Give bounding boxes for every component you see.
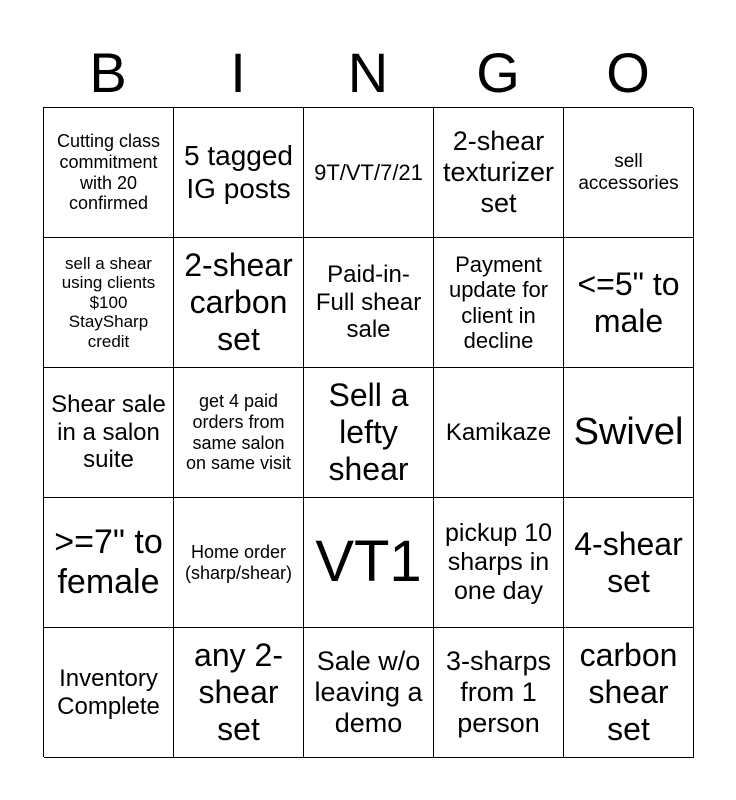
cell-text: Kamikaze bbox=[445, 418, 552, 446]
cell-text: 5 tagged IG posts bbox=[184, 140, 293, 204]
bingo-board bbox=[43, 107, 693, 757]
bingo-cell[interactable] bbox=[174, 498, 304, 628]
bingo-cell[interactable] bbox=[304, 498, 434, 628]
bingo-cell[interactable] bbox=[304, 238, 434, 368]
bingo-cell[interactable] bbox=[174, 368, 304, 498]
bingo-cell[interactable] bbox=[174, 108, 304, 238]
cell-text: Inventory Complete bbox=[57, 664, 160, 720]
bingo-cell[interactable] bbox=[434, 498, 564, 628]
cell-text: 2-shear carbon set bbox=[184, 247, 293, 357]
bingo-cell[interactable] bbox=[44, 368, 174, 498]
cell-text: Sale w/o leaving a demo bbox=[314, 645, 423, 739]
bingo-cell[interactable] bbox=[434, 238, 564, 368]
bingo-cell[interactable] bbox=[304, 628, 434, 758]
bingo-cell[interactable] bbox=[174, 238, 304, 368]
cell-text: Paid-in-Full shear sale bbox=[315, 261, 422, 344]
cell-text: 2-shear texturizer set bbox=[442, 125, 555, 219]
bingo-cell[interactable] bbox=[564, 238, 694, 368]
cell-text: get 4 paid orders from same salon on same visit bbox=[185, 391, 292, 474]
bingo-cell[interactable] bbox=[434, 368, 564, 498]
bingo-cell[interactable] bbox=[44, 498, 174, 628]
cell-text: Shear sale in a salon suite bbox=[51, 391, 166, 474]
bingo-cell[interactable] bbox=[434, 108, 564, 238]
cell-text: sell accessories bbox=[578, 150, 679, 194]
bingo-cell[interactable] bbox=[304, 108, 434, 238]
cell-text: carbon shear set bbox=[579, 637, 678, 747]
cell-text: VT1 bbox=[315, 529, 422, 595]
bingo-cell[interactable] bbox=[44, 108, 174, 238]
header-letter-b: B bbox=[89, 41, 127, 104]
cell-text: Payment update for client in decline bbox=[448, 251, 549, 353]
bingo-cell[interactable] bbox=[564, 368, 694, 498]
cell-text: 4-shear set bbox=[574, 525, 683, 599]
cell-text: >=7" to female bbox=[54, 523, 163, 601]
cell-text: <=5" to male bbox=[577, 265, 680, 339]
cell-text: Swivel bbox=[573, 410, 684, 453]
cell-text: 9T/VT/7/21 bbox=[314, 159, 423, 185]
cell-text: any 2-shear set bbox=[194, 637, 283, 747]
bingo-cell[interactable] bbox=[564, 108, 694, 238]
bingo-cell[interactable] bbox=[564, 498, 694, 628]
cell-text: Home order (sharp/shear) bbox=[184, 541, 293, 583]
header-letter-o: O bbox=[606, 41, 650, 104]
header-letter-g: G bbox=[476, 41, 520, 104]
bingo-cell[interactable] bbox=[434, 628, 564, 758]
bingo-cell[interactable] bbox=[44, 238, 174, 368]
header-letter-n: N bbox=[347, 41, 389, 104]
header-letter-i: I bbox=[230, 41, 246, 104]
cell-text: pickup 10 sharps in one day bbox=[444, 519, 553, 605]
cell-text: Cutting class commitment with 20 confirmed bbox=[56, 131, 161, 214]
cell-text: Sell a lefty shear bbox=[328, 377, 409, 487]
bingo-cell[interactable] bbox=[174, 628, 304, 758]
bingo-cell[interactable] bbox=[564, 628, 694, 758]
bingo-cell[interactable] bbox=[44, 628, 174, 758]
bingo-cell[interactable] bbox=[304, 368, 434, 498]
cell-text: 3-sharps from 1 person bbox=[445, 645, 552, 739]
cell-text: sell a shear using clients $100 StaySharp credit bbox=[61, 253, 156, 351]
bingo-header bbox=[43, 40, 693, 106]
